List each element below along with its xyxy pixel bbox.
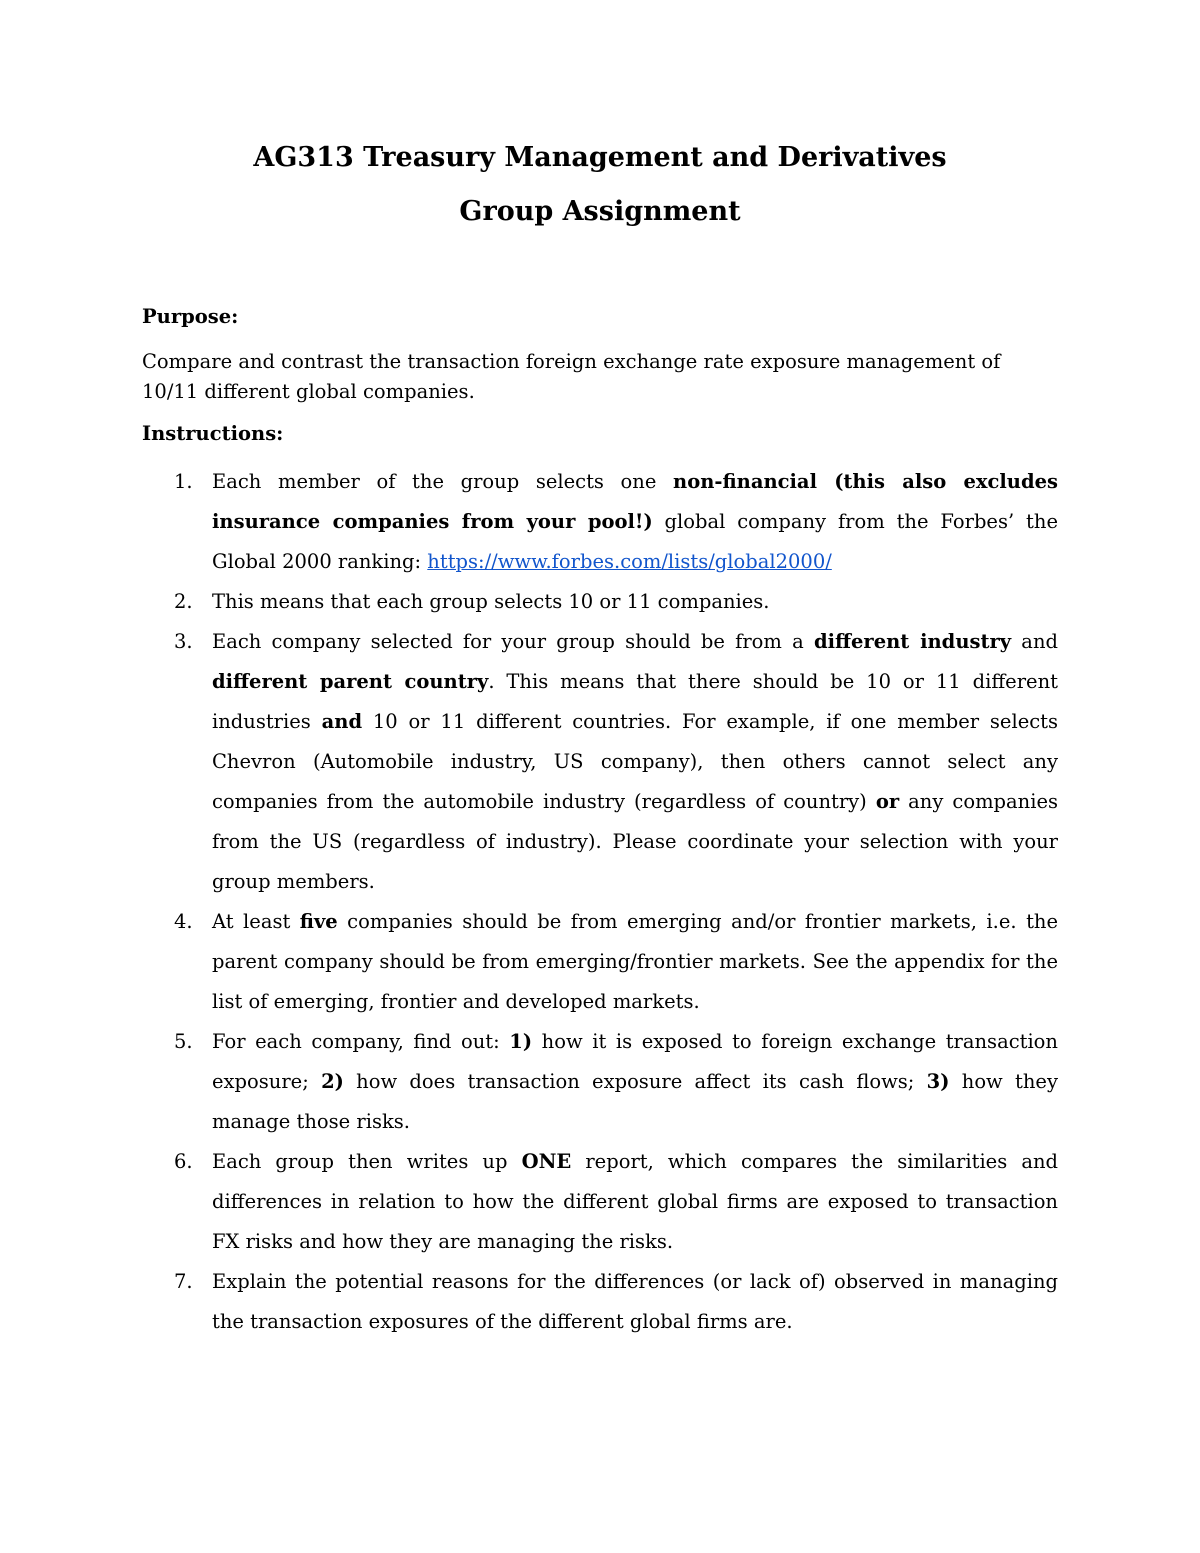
item-text: Explain the potential reasons for the differences (or lack of) observed in managing the transaction exposures of the different global firms are. (212, 1270, 1058, 1333)
purpose-text: Compare and contrast the transaction foreign exchange rate exposure management of 10/11 different global companies. (142, 350, 1001, 403)
instruction-item-1 (0, 462, 1058, 582)
item-text: For each company, find out: (212, 1030, 510, 1053)
item-text: global company from the Forbes’ the Global 2000 ranking: (212, 510, 1058, 573)
item-text: Each group then writes up (212, 1150, 522, 1173)
document-subtitle: Group Assignment (459, 196, 741, 227)
item-bold-text: or (875, 790, 900, 813)
item-bold-text: 1) (509, 1030, 533, 1053)
instructions-list (0, 462, 1200, 1342)
item-text: . This means that there should be 10 or 11 different industries (212, 670, 1058, 733)
item-text: how it is exposed to foreign exchange transaction exposure; (212, 1030, 1058, 1093)
item-number: 7. (174, 1270, 193, 1293)
item-number: 6. (174, 1150, 193, 1173)
item-text: companies should be from emerging and/or frontier markets, i.e. the parent company should be from emerging/frontier markets. See the appendix for the list of emerging, frontier and developed markets. (212, 910, 1059, 1013)
item-text: Each member of the group selects one (212, 470, 674, 493)
item-bold-text: 3) (926, 1070, 950, 1093)
item-number: 4. (174, 910, 193, 933)
item-text: any companies from the US (regardless of industry). Please coordinate your selection with your group members. (212, 790, 1059, 893)
item-number: 3. (174, 630, 193, 653)
item-text: and (1011, 630, 1058, 653)
instruction-item-2 (0, 582, 1058, 622)
item-text: Each company selected for your group should be from a (212, 630, 814, 653)
purpose-heading: Purpose: (142, 305, 239, 328)
item-bold-text: five (299, 910, 338, 933)
item-number: 2. (174, 590, 193, 613)
item-text: 10 or 11 different countries. For example, if one member selects Chevron (Automobile industry, US company), then others cannot select any companies from the automobile industry (regardless of country) (212, 710, 1059, 813)
item-bold-text: and (321, 710, 363, 733)
instruction-item-5 (0, 1022, 1058, 1142)
item-bold-text: different industry (813, 630, 1012, 653)
forbes-global2000-link[interactable]: https://www.forbes.com/lists/global2000/ (427, 550, 832, 573)
instructions-heading: Instructions: (142, 422, 284, 445)
item-text: how they manage those risks. (212, 1070, 1058, 1133)
instruction-item-7 (0, 1262, 1058, 1342)
item-text: how does transaction exposure affect its cash flows; (343, 1070, 927, 1093)
item-number: 1. (174, 470, 193, 493)
item-text: report, which compares the similarities and differences in relation to how the different global firms are exposed to transaction FX risks and how they are managing the risks. (212, 1150, 1058, 1253)
item-bold-text: different parent country (212, 670, 489, 693)
instruction-item-4 (0, 902, 1058, 1022)
item-number: 5. (174, 1030, 193, 1053)
item-bold-text: non-financial (this also excludes insurance companies from your pool!) (212, 470, 1058, 533)
instruction-item-6 (0, 1142, 1058, 1262)
document-title: AG313 Treasury Management and Derivatives (253, 142, 947, 173)
item-bold-text: 2) (321, 1070, 344, 1093)
item-text: At least (212, 910, 300, 933)
instruction-item-3 (0, 622, 1058, 902)
item-text: This means that each group selects 10 or 11 companies. (212, 590, 770, 613)
item-bold-text: ONE (521, 1150, 572, 1173)
